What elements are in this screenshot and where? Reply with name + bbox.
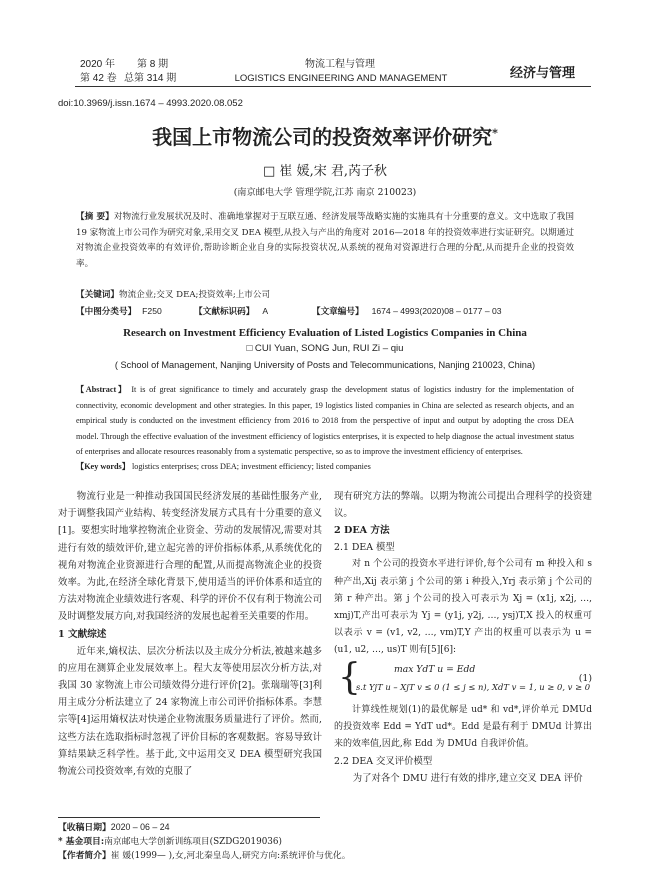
keywords-en-label: 【Key words】 bbox=[76, 462, 130, 471]
keywords-cn-text: 物流企业;交叉 DEA;投资效率;上市公司 bbox=[118, 290, 271, 300]
received-label: 【收稿日期】 bbox=[58, 823, 111, 833]
author-bio-text: 崔 媛(1999— ),女,河北秦皇岛人,研究方向:系统评价与优化。 bbox=[110, 851, 351, 861]
fund-label: * 基金项目: bbox=[58, 837, 105, 847]
title-footnote-mark: * bbox=[492, 126, 498, 140]
equation-number: (1) bbox=[578, 672, 592, 684]
abstract-cn bbox=[76, 210, 574, 272]
affiliation-en: ( School of Management, Nanjing University of Posts and Telecommunications, Nanjing 210023, China) bbox=[114, 360, 536, 370]
header-issue: 第 8 期 bbox=[137, 59, 169, 70]
paragraph: 计算线性规划(1)的最优解是 ud* 和 vd*,评价单元 DMUd 的投资效率 Edd = YdT ud*。Edd 是最有利于 DMUd 计算出来的效率值,因此,称 Edd 为 DMUd 自我评价值。 bbox=[334, 704, 592, 750]
article-no-label: 【文章编号】 bbox=[311, 306, 364, 316]
footnote-fund bbox=[58, 835, 388, 849]
paragraph: 近年来,熵权法、层次分析法以及主成分分析法,被越来越多的应用在测算企业发展效率上。程大友等使用层次分析方法,对我国 30 家物流上市公司绩效得分进行评价[2]。张瑞瑞等[3]利用主成分分析法建立了 24 家物流上市公司评价指标体系。李慧宗等[4]运用熵权法对快递企业物流服务质量进行了评价。然而,这些方法在选取指标时忽视了评价目标的客观数据。容易导致计算结果缺乏科学性。基于此,文中运用交叉 DEA 模型研究我国物流公司投资效率,有效的克服了 bbox=[58, 645, 322, 778]
header-volume: 第 42 卷 bbox=[80, 73, 117, 84]
header-total-issue: 总第 314 期 bbox=[124, 73, 177, 84]
subsection-heading-2-2: 2.2 DEA 交叉评价模型 bbox=[334, 756, 433, 768]
abstract-en-text: It is of great significance to timely and accurately grasp the development status of logistics industry for the implementation of connectivity, economic development and other strategies. In this paper, 19 logistics listed companies in China are selected as research objects, and an empirical study is conducted on the investment efficiency from 2016 to 2018 from the perspective of input and output by adopting the cross DEA model. Through the effective evaluation of the investment efficiency of logistics enterprises, it is expected to help diagnose the actual investment status of enterprises and allocate resources reasonably from a systematic perspective, so as to improve the investment efficiency of enterprises. bbox=[76, 385, 575, 457]
authors-cn: □ 崔 媛,宋 君,芮子秋 bbox=[263, 164, 387, 179]
abstract-en bbox=[76, 382, 574, 460]
section-heading-1: 1 文献综述 bbox=[58, 628, 107, 640]
keywords-en-text: logistics enterprises; cross DEA; investment efficiency; listed companies bbox=[131, 462, 371, 471]
footnote-rule bbox=[58, 817, 320, 818]
received-date: 2020 – 06 – 24 bbox=[110, 822, 170, 832]
paragraph: 对 n 个公司的投资水平进行评价,每个公司有 m 种投入和 s 种产出,Xij 表示第 j 个公司的第 i 种投入,Yrj 表示第 j 个公司的第 r 种产出。第 j 个公司的投入可表示为 Xj = (x1j, x2j, …, xmj)T,产出可表示为 Yj = (y1j, y2j, …, ysj)T,X 投入的权重可以表示 v = (v1, v2, …, vm)T,Y 产出的权重可以表示为 u = (u1, u2, …, us)T 则有[5][6]: bbox=[334, 559, 592, 656]
authors-en: □ CUI Yuan, SONG Jun, RUI Zi – qiu bbox=[246, 343, 404, 354]
journal-title-en: LOGISTICS ENGINEERING AND MANAGEMENT bbox=[234, 73, 448, 84]
abstract-en-label: 【Abstract】 bbox=[76, 385, 128, 394]
paragraph: 物流行业是一种推动我国国民经济发展的基础性服务产业,对于调整我国产业结构、转变经济发展方式具有十分重要的意义[1]。要想实时地掌控物流企业资金、劳动的发展情况,需要对其进行有效的绩效评价,建立起完善的评价指标体系,从系统优化的视角对物流企业资源进行合理的配置,从而提高物流企业的投资效率。为此,在经济全球化背景下,使用适当的评价体系和适宜的方法对物流企业绩效进行客观、科学的评价不仅有利于物流公司及时调整发展方向,对我国经济的发展也起着至关重要的作用。 bbox=[58, 491, 322, 623]
keywords-cn-label: 【关键词】 bbox=[76, 290, 119, 300]
page-title bbox=[0, 121, 650, 150]
author-bio-label: 【作者简介】 bbox=[58, 851, 111, 861]
article-no-value: 1674 – 4993(2020)08 – 0177 – 03 bbox=[371, 306, 502, 316]
keywords-en bbox=[76, 459, 574, 475]
abstract-cn-text: 对物流行业发展状况及时、准确地掌握对于互联互通、经济发展等战略实施的实施具有十分重要的意义。文中选取了我国 19 家物流上市公司作为研究对象,采用交叉 DEA 模型,从投入与产出的角度对 2016—2018 年的投资效率进行实证研究。以期通过对物流企业投资效率的有效评价,帮助诊断企业自身的实际投资状况,从系统的视角对资源进行合理的分配,从而提升企业的投资效率。 bbox=[76, 212, 574, 269]
section-heading-2: 2 DEA 方法 bbox=[334, 525, 390, 537]
equation-1 bbox=[334, 656, 592, 700]
footnote bbox=[58, 820, 388, 863]
equation-line-2: s.t YjT u – XjT v ≤ 0 (1 ≤ j ≤ n), XdT v = 1, u ≥ 0, v ≥ 0 bbox=[356, 681, 591, 692]
title-en: Research on Investment Efficiency Evaluation of Listed Logistics Companies in China bbox=[123, 327, 527, 339]
right-column bbox=[334, 488, 592, 787]
header-year: 2020 年 bbox=[80, 59, 116, 70]
doc-code-value: A bbox=[262, 306, 268, 316]
equation-brace: { bbox=[338, 656, 361, 698]
left-column bbox=[58, 488, 322, 780]
fund-text: 南京邮电大学创新训练项目(SZDG2019036) bbox=[104, 837, 282, 847]
classification-info bbox=[76, 304, 574, 320]
doc-code-label: 【文献标识码】 bbox=[194, 306, 255, 316]
equation-line-1: max YdT u = Edd bbox=[394, 663, 476, 675]
column-name: 经济与管理 bbox=[510, 66, 576, 81]
header-rule bbox=[75, 86, 591, 87]
clc-value: F250 bbox=[142, 306, 162, 316]
journal-title-cn: 物流工程与管理 bbox=[305, 59, 375, 70]
keywords-cn bbox=[76, 288, 574, 304]
abstract-cn-label: 【摘 要】 bbox=[76, 212, 114, 222]
subsection-heading-2-1: 2.1 DEA 模型 bbox=[334, 542, 395, 554]
clc-label: 【中图分类号】 bbox=[76, 306, 137, 316]
footnote-received bbox=[58, 820, 388, 835]
paragraph: 为了对各个 DMU 进行有效的排序,建立交叉 DEA 评价 bbox=[352, 773, 583, 785]
title-text: 我国上市物流公司的投资效率评价研究 bbox=[152, 125, 493, 149]
doi: doi:10.3969/j.issn.1674 – 4993.2020.08.052 bbox=[58, 98, 243, 109]
footnote-author bbox=[58, 849, 388, 863]
affiliation-cn: (南京邮电大学 管理学院,江苏 南京 210023) bbox=[233, 187, 417, 198]
paragraph: 现有研究方法的弊端。以期为物流公司提出合理科学的投资建议。 bbox=[334, 491, 592, 520]
